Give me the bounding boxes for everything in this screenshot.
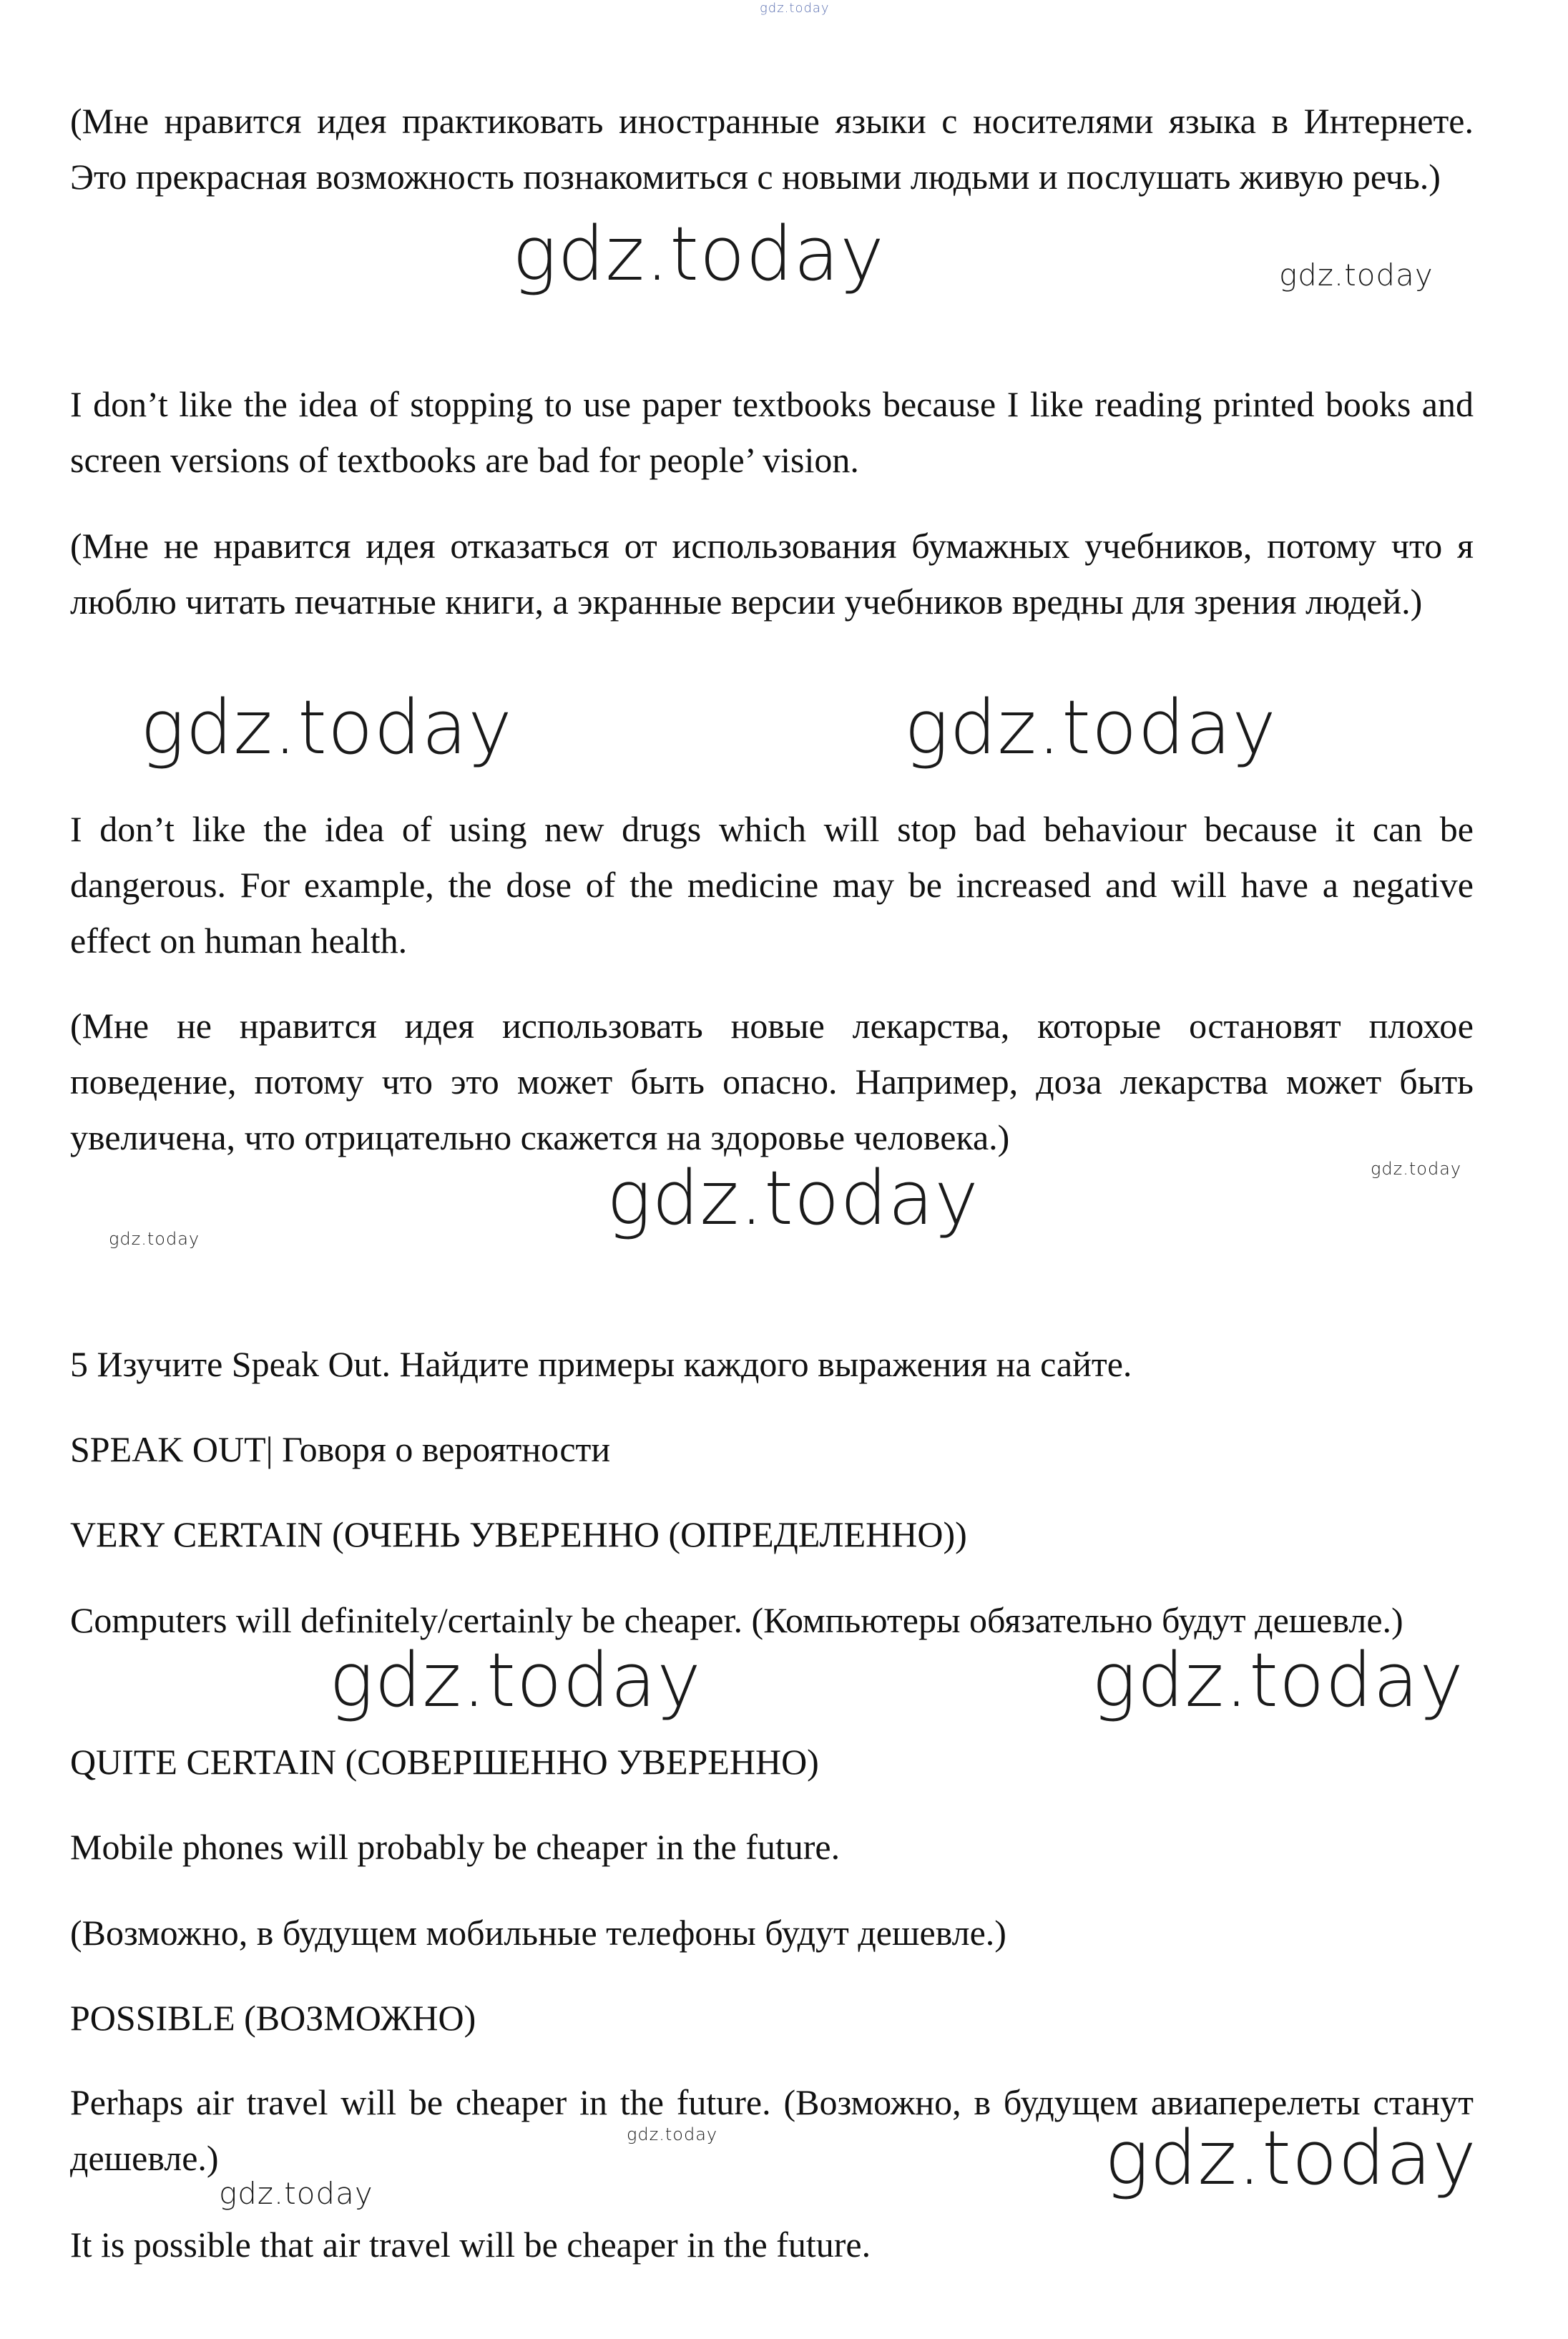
watermark: gdz.today xyxy=(1279,258,1434,293)
watermark-top: gdz.today xyxy=(760,1,830,16)
task-instruction: 5 Изучите Speak Out. Найдите примеры каждого выражения на сайте. xyxy=(70,1344,1132,1384)
watermark: gdz.today xyxy=(140,684,513,771)
possible-heading: POSSIBLE (ВОЗМОЖНО) xyxy=(70,1998,476,2038)
watermark: gdz.today xyxy=(512,210,885,298)
watermark: gdz.today xyxy=(627,2124,718,2144)
very-certain-heading: VERY CERTAIN (ОЧЕНЬ УВЕРЕННО (ОПРЕДЕЛЕННО)) xyxy=(70,1514,967,1554)
paragraph-english-2: I don’t like the idea of using new drugs which will stop bad behaviour because it can be dangerous. For example, the dose of the medicine may be increased and will have a negative effect on human health. xyxy=(70,809,1474,961)
watermark: gdz.today xyxy=(607,1154,979,1242)
watermark: gdz.today xyxy=(1371,1159,1462,1179)
quite-certain-heading: QUITE CERTAIN (СОВЕРШЕННО УВЕРЕННО) xyxy=(70,1742,819,1782)
speak-out-heading: SPEAK OUT| Говоря о вероятности xyxy=(70,1429,611,1469)
paragraph-russian-3: (Мне не нравится идея использовать новые лекарства, которые остановят плохое поведение, потому что это может быть опасно. Например, доза лекарства может быть увеличена, что отрицательно скажется на здоровье человека.) xyxy=(70,1006,1474,1157)
watermark: gdz.today xyxy=(329,1637,702,1724)
watermark: gdz.today xyxy=(219,2176,373,2211)
watermark: gdz.today xyxy=(109,1229,200,1249)
example-possible-1: Perhaps air travel will be cheaper in the future. (Возможно, в будущем авиаперелеты станут дешевле.) xyxy=(70,2082,1474,2178)
example-very-certain: Computers will definitely/certainly be cheaper. (Компьютеры обязательно будут дешевле.) xyxy=(70,1600,1403,1640)
example-quite-certain-translation: (Возможно, в будущем мобильные телефоны будут дешевле.) xyxy=(70,1913,1006,1953)
paragraph-russian-2: (Мне не нравится идея отказаться от использования бумажных учебников, потому что я люблю читать печатные книги, а экранные версии учебников вредны для зрения людей.) xyxy=(70,526,1474,622)
example-quite-certain: Mobile phones will probably be cheaper in the future. xyxy=(70,1827,841,1867)
paragraph-russian-1: (Мне нравится идея практиковать иностранные языки с носителями языка в Интернете. Это прекрасная возможность познакомиться с новыми людьми и послушать живую речь.) xyxy=(70,101,1474,197)
watermark: gdz.today xyxy=(1104,2114,1477,2202)
paragraph-english-1: I don’t like the idea of stopping to use paper textbooks because I like reading printed books and screen versions of textbooks are bad for people’ vision. xyxy=(70,384,1474,480)
watermark: gdz.today xyxy=(1092,1637,1464,1724)
watermark: gdz.today xyxy=(904,684,1277,771)
example-possible-2: It is possible that air travel will be cheaper in the future. xyxy=(70,2225,871,2265)
